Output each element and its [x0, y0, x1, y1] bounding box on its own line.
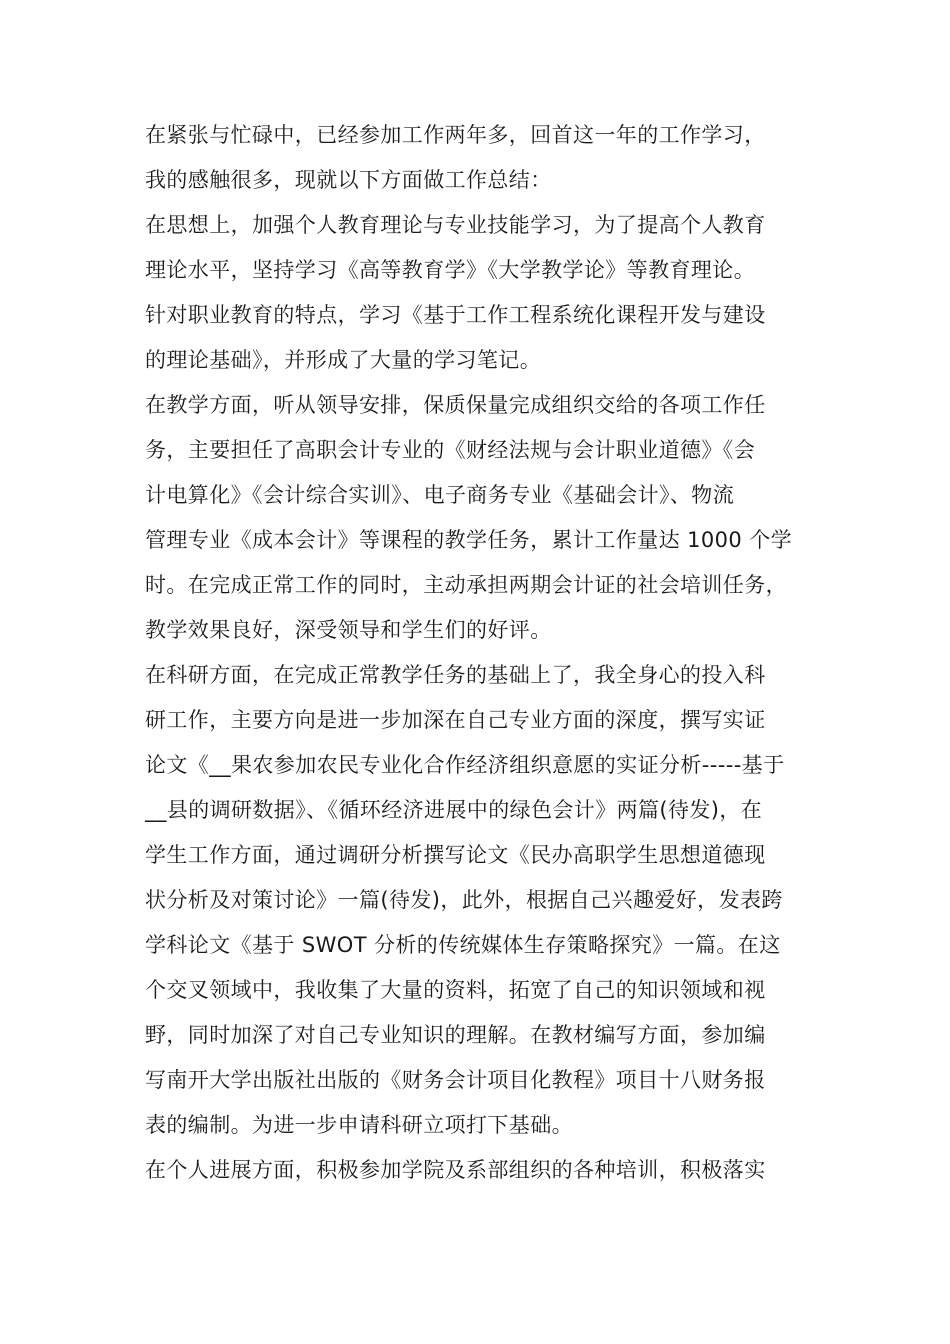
- text-line: 针对职业教育的特点，学习《基于工作工程系统化课程开发与建设: [145, 303, 766, 327]
- text-line: 状分析及对策讨论》一篇(待发)，此外，根据自己兴趣爱好，发表跨: [145, 888, 783, 912]
- text-line: 我的感触很多，现就以下方面做工作总结：: [145, 168, 552, 192]
- text-line: 在思想上，加强个人教育理论与专业技能学习，为了提高个人教育: [145, 213, 766, 237]
- text-line: 表的编制。为进一步申请科研立项打下基础。: [145, 1113, 573, 1137]
- text-line: 时。在完成正常工作的同时，主动承担两期会计证的社会培训任务，: [145, 573, 787, 597]
- text-line: 个交叉领域中，我收集了大量的资料，拓宽了自己的知识领域和视: [145, 978, 766, 1002]
- text-line: __县的调研数据》、《循环经济进展中的绿色会计》两篇(待发)，在: [145, 798, 763, 822]
- text-line: 写南开大学出版社出版的《财务会计项目化教程》项目十八财务报: [145, 1068, 766, 1092]
- text-line: 学生工作方面，通过调研分析撰写论文《民办高职学生思想道德现: [145, 843, 766, 867]
- text-line: 学科论文《基于 SWOT 分析的传统媒体生存策略探究》一篇。在这: [145, 933, 781, 957]
- text-line: 务，主要担任了高职会计专业的《财经法规与会计职业道德》《会: [145, 438, 756, 462]
- text-line: 理论水平，坚持学习《高等教育学》《大学教学论》等教育理论。: [145, 258, 756, 282]
- text-line: 在紧张与忙碌中，已经参加工作两年多，回首这一年的工作学习，: [145, 123, 766, 147]
- text-line: 计电算化》《会计综合实训》、电子商务专业《基础会计》、物流: [145, 483, 735, 507]
- document-body: [145, 113, 825, 1193]
- text-line: 论文《__果农参加农民专业化合作经济组织意愿的实证分析-----基于: [145, 753, 785, 777]
- text-line: 教学效果良好，深受领导和学生们的好评。: [145, 618, 552, 642]
- text-line: 在科研方面，在完成正常教学任务的基础上了，我全身心的投入科: [145, 663, 766, 687]
- text-line: 研工作，主要方向是进一步加深在自己专业方面的深度，撰写实证: [145, 708, 766, 732]
- text-line: 在个人进展方面，积极参加学院及系部组织的各种培训，积极落实: [145, 1158, 766, 1182]
- text-line: 野，同时加深了对自己专业知识的理解。在教材编写方面，参加编: [145, 1023, 766, 1047]
- text-line: 的理论基础》，并形成了大量的学习笔记。: [145, 348, 542, 372]
- text-line: 管理专业《成本会计》等课程的教学任务，累计工作量达 1000 个学: [145, 528, 792, 552]
- text-line: 在教学方面，听从领导安排，保质保量完成组织交给的各项工作任: [145, 393, 766, 417]
